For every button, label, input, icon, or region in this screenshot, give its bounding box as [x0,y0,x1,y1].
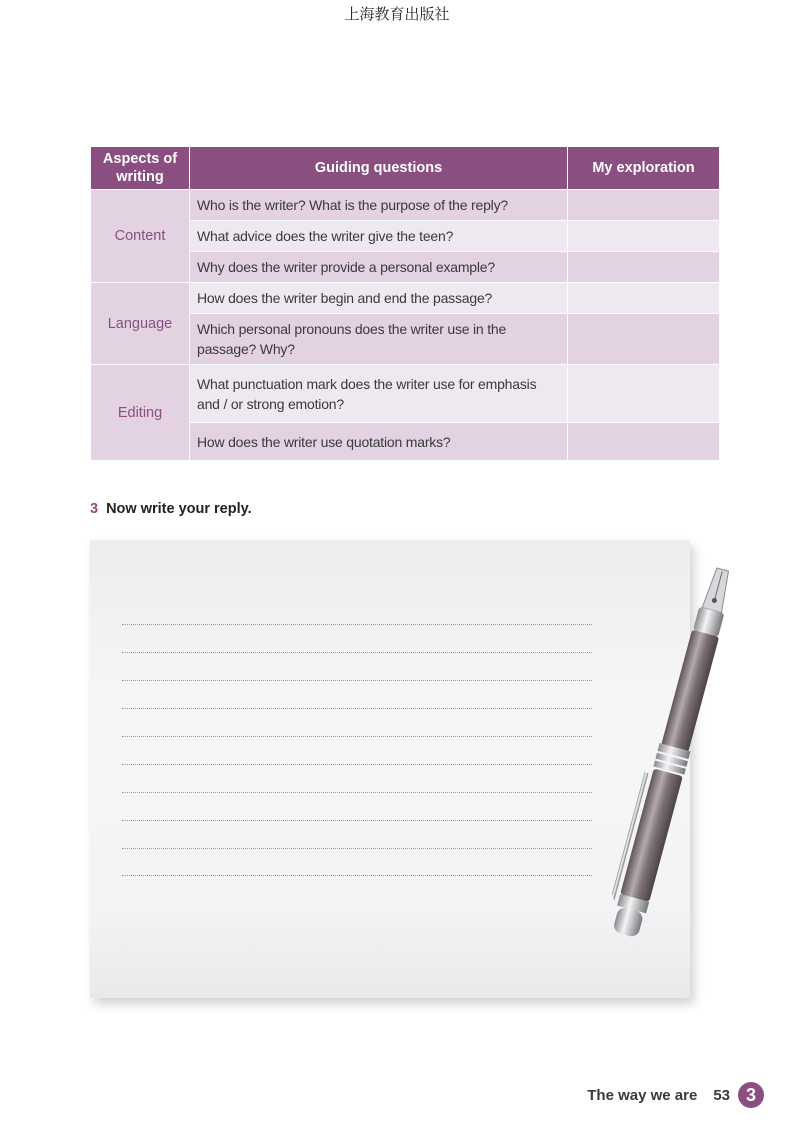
exploration-cell[interactable] [568,423,720,461]
header-aspects: Aspects of writing [91,147,190,190]
table-row [91,283,720,314]
header-guiding-questions: Guiding questions [190,147,568,190]
exploration-cell[interactable] [568,283,720,314]
question-cell: Why does the writer provide a personal example? [190,252,568,283]
exploration-cell[interactable] [568,314,720,365]
fountain-pen-icon [598,555,748,955]
book-title: The way we are [587,1086,698,1104]
writing-line[interactable] [122,652,592,653]
aspect-content: Content [91,190,190,283]
table-row [91,190,720,221]
question-cell: What punctuation mark does the writer use for emphasis and / or strong emotion? [190,365,568,423]
table-header-row [91,147,720,190]
page-footer [587,1080,764,1110]
exploration-cell[interactable] [568,221,720,252]
writing-line[interactable] [122,820,592,821]
exploration-cell[interactable] [568,365,720,423]
question-cell: How does the writer begin and end the passage? [190,283,568,314]
header-my-exploration: My exploration [568,147,720,190]
task-instruction [90,501,252,517]
writing-line[interactable] [122,875,592,876]
exploration-cell[interactable] [568,190,720,221]
question-cell: What advice does the writer give the teen? [190,221,568,252]
aspect-editing: Editing [91,365,190,461]
page-number: 53 [713,1086,730,1104]
question-cell: Who is the writer? What is the purpose of the reply? [190,190,568,221]
aspect-language: Language [91,283,190,365]
writing-line[interactable] [122,624,592,625]
writing-line[interactable] [122,680,592,681]
writing-line[interactable] [122,764,592,765]
unit-badge: 3 [738,1082,764,1108]
task-number: 3 [90,501,99,517]
writing-guide-table [90,146,720,461]
writing-line[interactable] [122,736,592,737]
writing-line[interactable] [122,708,592,709]
table-row [91,365,720,423]
question-cell: How does the writer use quotation marks? [190,423,568,461]
writing-line[interactable] [122,792,592,793]
question-cell: Which personal pronouns does the writer use in the passage? Why? [190,314,568,365]
publisher-header: 上海教育出版社 [344,5,450,23]
task-text: Now write your reply. [106,501,252,517]
exploration-cell[interactable] [568,252,720,283]
writing-line[interactable] [122,848,592,849]
